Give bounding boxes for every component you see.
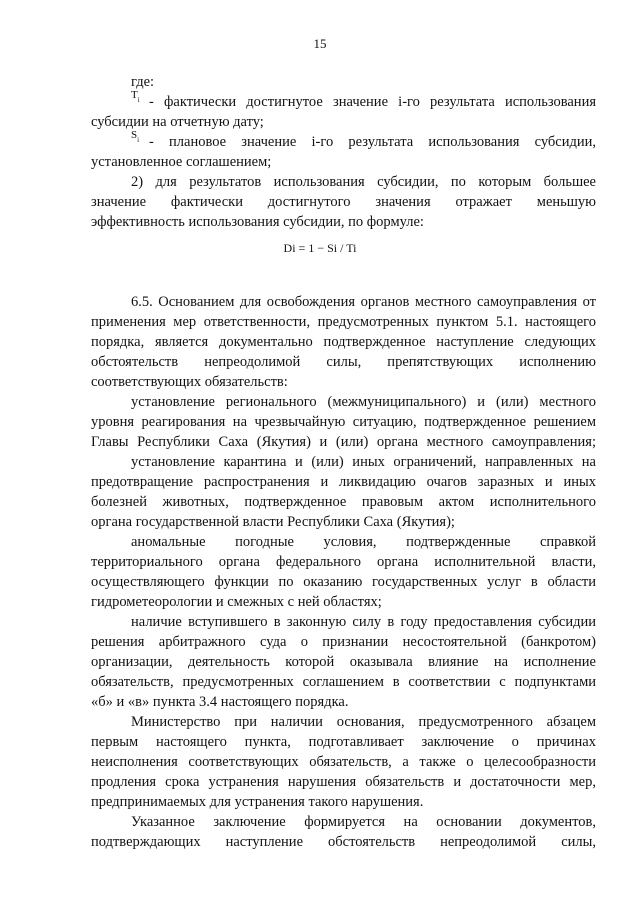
s-definition-line2: установленное соглашением; [91,154,272,170]
body-line-1: 6.5. Основанием для освобождения органов местного самоуправления от [131,294,596,310]
body-line-26: предпринимаемых для устранения такого нарушения. [91,794,424,810]
body-line-7: уровня реагирования на чрезвычайную ситуацию, подтвержденное решением [91,414,596,430]
where-label: где: [131,74,155,90]
item2-line2: значение фактически достигнутого значения отражает меньшую [91,194,596,210]
body-line-20: обязательств, предусмотренных соглашением в соответствии с подпунктами [91,674,596,690]
body-line-28: подтверждающих наступление обстоятельств непреодолимой силы, [91,834,596,850]
body-line-5: соответствующих обязательств: [91,374,288,390]
body-line-4: обстоятельств непреодолимой силы, препятствующих исполнению [91,354,596,370]
body-line-17: наличие вступившего в законную силу в году предоставления субсидии [131,614,596,630]
body-line-18: решения арбитражного суда о признании несостоятельной (банкротом) [91,634,596,650]
body-line-11: болезней животных, подтвержденное правовым актом исполнительного [91,494,596,510]
body-line-27: Указанное заключение формируется на основании документов, [131,814,596,830]
body-line-19: организации, деятельность которой оказывала влияние на исполнение [91,654,596,670]
body-line-25: продления срока устранения нарушения обязательств и достаточности мер, [91,774,596,790]
t-symbol: $T_i$ [131,89,140,104]
body-line-21: «б» и «в» пункта 3.4 настоящего порядка. [91,694,349,710]
item2-line3: эффективность использования субсидии, по формуле: [91,214,424,230]
body-line-24: неисполнения соответствующих обязательств, а также о целесообразности [91,754,596,770]
t-definition-line1: - фактически достигнутое значение i-го результата использования [149,94,596,110]
body-line-22: Министерство при наличии основания, предусмотренного абзацем [131,714,596,730]
body-line-12: органа государственной власти Республики Саха (Якутия); [91,514,455,530]
body-line-3: порядка, является документально подтвержденное наступление следующих [91,334,596,350]
efficiency-formula: Di = 1 − Si / Ti [283,241,357,255]
body-line-16: гидрометеорологии и смежных с ней областях; [91,594,382,610]
page-number: 15 [313,36,327,51]
body-line-2: применения мер ответственности, предусмотренных пунктом 5.1. настоящего [91,314,596,330]
body-line-15: осуществляющего функции по оказанию государственных услуг в области [91,574,596,590]
s-definition-line1: - плановое значение i-го результата использования субсидии, [149,134,596,150]
body-line-9: установление карантина и (или) иных ограничений, направленных на [131,454,596,470]
item2-line1: 2) для результатов использования субсидии, по которым большее [131,174,596,190]
body-line-6: установление регионального (межмуниципального) и (или) местного [131,394,596,410]
body-line-23: первым настоящего пункта, подготавливает заключение о причинах [91,734,596,750]
body-line-10: предотвращение распространения и ликвидацию очагов заразных и иных [91,474,596,490]
body-line-13: аномальные погодные условия, подтвержденные справкой [131,534,596,550]
t-definition-line2: субсидии на отчетную дату; [91,114,264,130]
s-symbol: $S_i$ [131,129,140,144]
body-line-14: территориального органа федерального органа исполнительной власти, [91,554,596,570]
body-line-8: Главы Республики Саха (Якутия) и (или) органа местного самоуправления; [91,434,596,450]
